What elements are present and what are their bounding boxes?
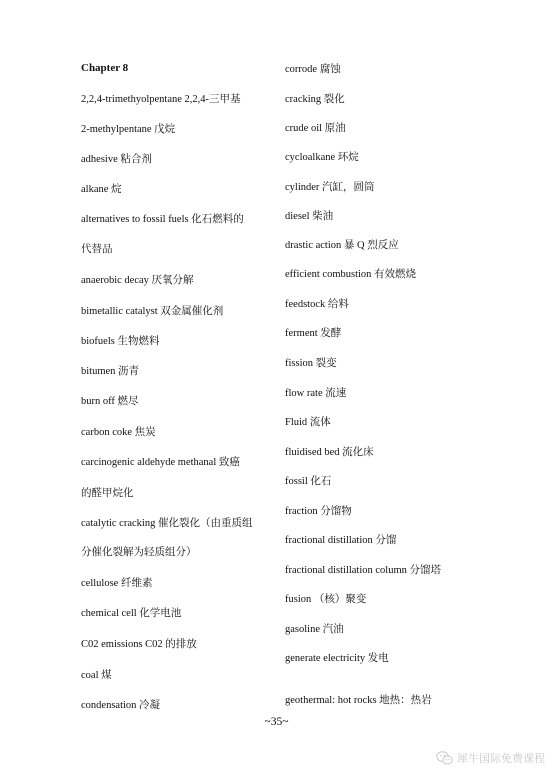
glossary-entry: geothermal: hot rocks 地热：热岩 <box>285 695 432 706</box>
glossary-entry: efficient combustion 有效燃烧 <box>285 269 417 280</box>
glossary-entry: flow rate 流速 <box>285 388 347 399</box>
glossary-entry: 2-methylpentane 戊烷 <box>81 124 176 135</box>
glossary-entry: generate electricity 发电 <box>285 653 389 664</box>
glossary-entry: drastic action 暴 Q 烈反应 <box>285 240 399 251</box>
glossary-entry: alkane 烷 <box>81 184 122 195</box>
glossary-entry-continued: 的醛甲烷化 <box>81 488 134 499</box>
glossary-entry: biofuels 生物燃料 <box>81 336 160 347</box>
glossary-entry: bitumen 沥青 <box>81 366 140 377</box>
glossary-entry: 2,2,4-trimethyolpentane 2,2,4-三甲基 <box>81 94 241 105</box>
glossary-entry: C02 emissions C02 的排放 <box>81 639 197 650</box>
glossary-entry: carcinogenic aldehyde methanal 致癌 <box>81 457 240 468</box>
glossary-entry: condensation 冷凝 <box>81 700 161 711</box>
glossary-entry: gasoline 汽油 <box>285 624 344 635</box>
glossary-entry: fossil 化石 <box>285 476 332 487</box>
glossary-entry: ferment 发酵 <box>285 328 342 339</box>
glossary-entry: bimetallic catalyst 双金属催化剂 <box>81 306 224 317</box>
watermark-text: 犀牛国际免费课程 <box>457 752 545 765</box>
glossary-entry: carbon coke 焦炭 <box>81 427 156 438</box>
glossary-entry: chemical cell 化学电池 <box>81 608 182 619</box>
glossary-entry: fractional distillation 分馏 <box>285 535 397 546</box>
glossary-entry-continued: 分催化裂解为轻质组分） <box>81 547 197 558</box>
glossary-entry: fraction 分馏物 <box>285 506 352 517</box>
glossary-entry: cylinder 汽缸，圆筒 <box>285 182 375 193</box>
glossary-entry: fluidised bed 流化床 <box>285 447 374 458</box>
glossary-entry: catalytic cracking 催化裂化（由重质组 <box>81 518 253 529</box>
glossary-entry: fractional distillation column 分馏塔 <box>285 565 442 576</box>
glossary-entry: diesel 柴油 <box>285 211 334 222</box>
watermark <box>436 750 545 766</box>
wechat-icon <box>436 751 453 765</box>
glossary-entry: corrode 腐蚀 <box>285 64 341 75</box>
glossary-entry: alternatives to fossil fuels 化石燃料的 <box>81 214 244 225</box>
glossary-entry: cellulose 纤维素 <box>81 578 153 589</box>
glossary-entry: adhesive 粘合剂 <box>81 154 152 165</box>
glossary-entry: anaerobic decay 厌氧分解 <box>81 275 194 286</box>
glossary-entry: Fluid 流体 <box>285 417 331 428</box>
glossary-entry-continued: 代替品 <box>81 244 113 255</box>
glossary-entry: cracking 裂化 <box>285 94 345 105</box>
glossary-entry: crude oil 原油 <box>285 123 346 134</box>
glossary-entry: fission 裂变 <box>285 358 337 369</box>
chapter-heading: Chapter 8 <box>81 62 129 74</box>
glossary-entry: burn off 燃尽 <box>81 396 139 407</box>
page-number: ~35~ <box>264 716 289 728</box>
glossary-entry: fusion （核）聚变 <box>285 594 367 605</box>
glossary-entry: coal 煤 <box>81 670 112 681</box>
glossary-entry: feedstock 给料 <box>285 299 349 310</box>
glossary-entry: cycloalkane 环烷 <box>285 152 359 163</box>
